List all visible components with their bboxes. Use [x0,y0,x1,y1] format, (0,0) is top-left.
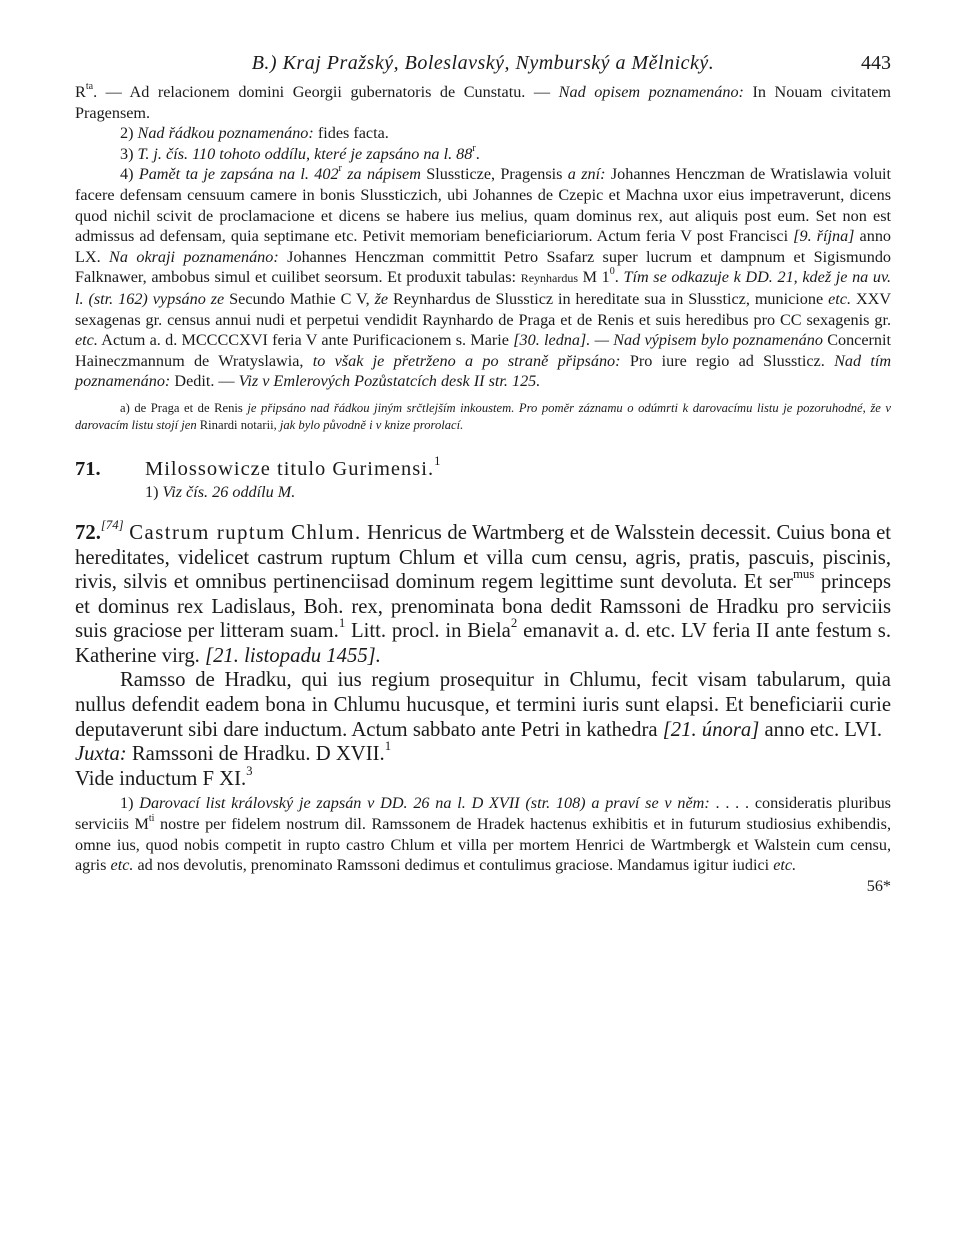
sheet-signature: 56* [866,876,891,895]
entry-71: 71. Milossowicze titulo Gurimensi.$^1$ [75,454,441,480]
entry-72-para-2: Ramsso de Hradku, qui ius regium prosequitur in Chlumu, fecit visam tabularum, quia nullus defendit eadem bona in Chlumu hucusque, et termini iuris sunt elapsi. Et beneficiarii curie deputaverunt sibi dare inductum. Actum sabbato ante Petri in kathedra [21. února] anno etc. LVI. [75,669,891,741]
top-notes [75,82,891,392]
document-page [75,52,891,896]
entry-title: Milossowicze titulo Gurimensi. [145,457,435,480]
note-1: $R^{ta}$. — Ad relacionem domini Georgii gubernatoris de Cunstatu. — Nad opisem poznamenáno: In Nouam civitatem Pragensem. [75,81,891,122]
running-header [75,52,891,82]
entry-72-footnote: 1) Darovací list královský je zapsán v DD. 26 na l. D XVII (str. 108) a praví se v něm: . . . . consideratis pluribus serviciis $M^{ti}$ nostre per fidelem nostrum dil. Ramssonem de Hradek hactenus exhibitis et in futurum studiosius exhibendis, omne ius, quod nobis competit in rupto castro Chlum et villa per mortem Henrici de Wartmbergk et Walstein cum censu, agris etc. ad nos devolutis, prenominato Ramssoni dedimus et contulimus graciose. Mandamus igitur iudici etc. 56* [75,794,891,895]
juxta-line: Juxta: Ramssoni de Hradku. D XVII.$^1$ [75,739,392,766]
page-number: 443 [861,52,891,74]
note-2: 2) Nad řádkou poznamenáno: fides facta. [120,124,389,143]
entry-72-para-1: 72.[74] Castrum ruptum Chlum. Henricus de Wartmberg et de Walsstein decessit. Cuius bona et hereditates, videlicet castrum ruptum Chlum et villa cum censu, agris, pratis, pascuis, piscinis, rivis, silvis et omnibus pertinenciisad dominum regem legittime sunt devoluta. Et ser$^{mus}$ princeps et dominus rex Ladislaus, Boh. rex, prenominata bona dedit Ramssoni de Hradku pro serviciis suis graciose per litteram suam.$^1$ Litt. procl. in Biela$^2$ emanavit a. d. etc. LV feria II ante festum s. Katherine virg. [21. listopadu 1455]. [75,518,891,667]
note-a: a) de Praga et de Renis je připsáno nad řádkou jiným srčtlejším inkoustem. Pro poměr záznamu o odúmrti k darovacímu listu je pozoruhodné, že v darovacím listu stojí jen Rinardi notarii, jak bylo původně i v knize prorolací. [75,400,891,433]
entry-72 [75,518,891,792]
entry-number: 71. [75,457,101,480]
note-4: 4) Pamět ta je zapsána na l. 402$^r$ za nápisem Slussticze, Pragensis a zní: Johannes Henczman de Wratislawia voluit facere defensam censuum camere in bonis Slussticzich, ubi Johannes de Czepic et Machna uxor eius impetraverunt, dicens quod nichil scivit de proclamacione et dicens se habere ius melius, quam dominus rex, aut aliquis post eum. Set non est admissus ad defensam, quia septimane etc. Petivit memoriam beneficiariorum. Actum feria V post Francisci [9. října] anno LX. Na okraji poznamenáno: Johannes Henczman committit Petro Ssafarz super lucrum et dampnum et Sigismundo Falknawer, ambobus simul et cuilibet seorsum. Et produxit tabulas: Reynhardus M $1^0$. Tím se odkazuje k DD. 21, kdež je na uv. l. (str. 162) vypsáno ze Secundo Mathie C V, že Reynhardus de Slussticz in hereditate sua in Slussticz, municione etc. XXV sexagenas gr. census annui nudi et perpetui vendidit Raynhardo de Praga et de Renis et suis heredibus pro CC sexagenis gr. etc. Actum a. d. MCCCCXVI feria V ante Purificacionem s. Marie [30. ledna]. — Nad výpisem bylo poznamenáno Concernit Haineczmannum de Wratyslawia, to však je přetrženo a po straně připsáno: Pro iure regio ad Slussticz. Nad tím poznamenáno: Dedit. — Viz v Emlerových Pozůstatcích desk II str. 125. [75,163,892,391]
entry-number: 72. [75,521,101,544]
entry-71-note: 1) Viz čís. 26 oddílu M. [145,482,296,501]
note-3: 3) T. j. čís. 110 tohoto oddílu, které je zapsáno na l. 88$^r$. [120,142,480,163]
running-title: B.) Kraj Pražský, Boleslavský, Nymburský a Mělnický. [251,52,715,74]
vide-line: Vide inductum F XI.$^3$ [75,764,253,790]
